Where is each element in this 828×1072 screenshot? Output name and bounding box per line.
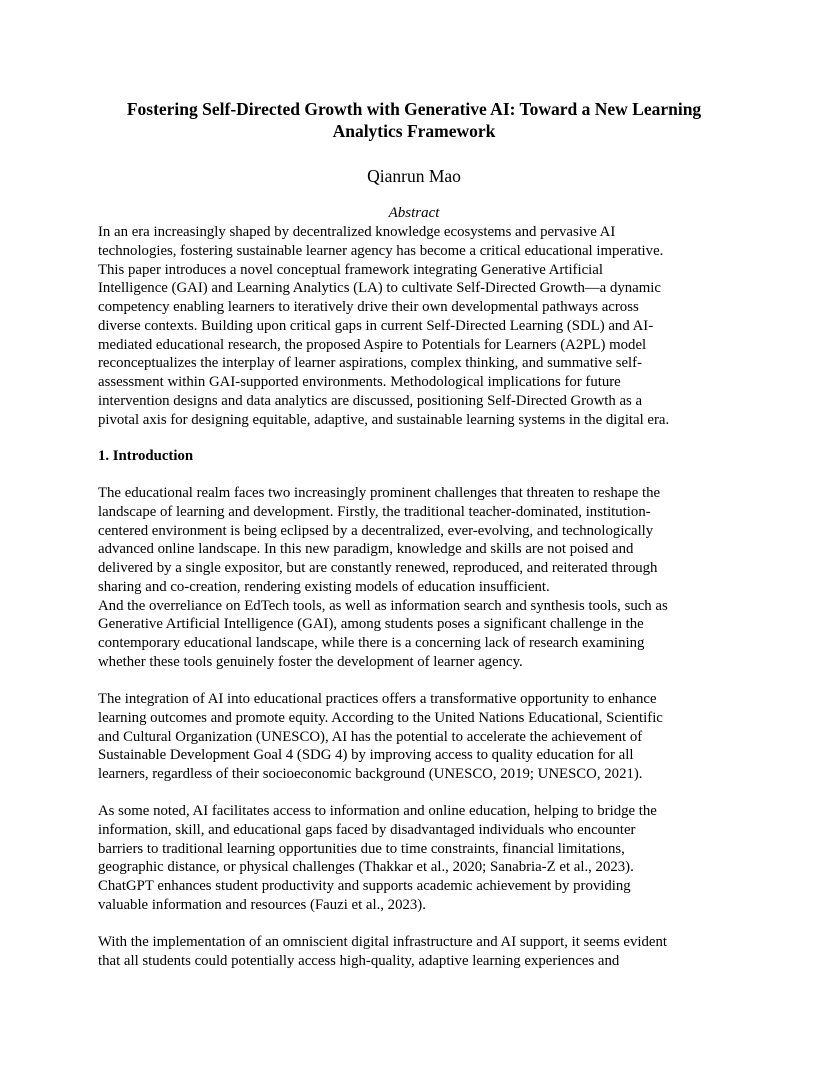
intro-paragraph-3: [98, 802, 738, 915]
text-line: that all students could potentially access high-quality, adaptive learning experiences and: [98, 952, 620, 969]
text-line: intervention designs and data analytics are discussed, positioning Self-Directed Growth as a: [98, 392, 643, 409]
text-line: As some noted, AI facilitates access to information and online education, helping to bridge the: [98, 803, 657, 819]
text-line: This paper introduces a novel conceptual framework integrating Generative Artificial: [98, 261, 603, 278]
text-line: In an era increasingly shaped by decentralized knowledge ecosystems and pervasive AI: [98, 224, 616, 240]
title-line: Analytics Framework: [332, 121, 496, 141]
text-line: Intelligence (GAI) and Learning Analytics (LA) to cultivate Self-Directed Growth—a dynamic: [98, 280, 661, 297]
text-line: reconceptualizes the interplay of learner aspirations, complex thinking, and summative self-: [98, 355, 643, 372]
text-line: learning outcomes and promote equity. According to the United Nations Educational, Scientific: [98, 709, 663, 726]
text-line: Sustainable Development Goal 4 (SDG 4) by improving access to quality education for all: [98, 747, 634, 764]
text-line: geographic distance, or physical challenges (Thakkar et al., 2020; Sanabria-Z et al., 2023).: [98, 859, 634, 876]
intro-paragraph-2: [98, 690, 738, 784]
text-line: information, skill, and educational gaps faced by disadvantaged individuals who encounter: [98, 821, 636, 838]
text-line: competency enabling learners to iteratively drive their own developmental pathways across: [98, 299, 639, 315]
text-line: landscape of learning and development. Firstly, the traditional teacher-dominated, institution-: [98, 503, 651, 520]
intro-paragraph-4: [98, 933, 738, 971]
text-line: With the implementation of an omniscient digital infrastructure and AI support, it seems evident: [98, 934, 667, 950]
text-line: diverse contexts. Building upon critical gaps in current Self-Directed Learning (SDL) and AI-: [98, 317, 654, 334]
title-line: Fostering Self-Directed Growth with Generative AI: Toward a New Learning: [126, 99, 702, 119]
text-line: sharing and co-creation, rendering existing models of education insufficient.: [98, 578, 550, 595]
text-line: learners, regardless of their socioeconomic background (UNESCO, 2019; UNESCO, 2021).: [98, 766, 643, 782]
author-name: Qianrun Mao: [367, 166, 461, 186]
text-line: The integration of AI into educational practices offers a transformative opportunity to enhance: [98, 691, 657, 707]
text-line: mediated educational research, the proposed Aspire to Potentials for Learners (A2PL) model: [98, 336, 647, 353]
text-line: whether these tools genuinely foster the development of learner agency.: [98, 653, 523, 670]
intro-paragraph-1: [98, 484, 738, 672]
text-line: delivered by a single expositor, but are constantly renewed, reproduced, and reiterated through: [98, 560, 658, 576]
abstract-paragraph: [98, 223, 738, 429]
text-line: contemporary educational landscape, while there is a concerning lack of research examining: [98, 635, 645, 651]
text-line: Generative Artificial Intelligence (GAI), among students poses a significant challenge in the: [98, 616, 644, 633]
section-heading-introduction: 1. Introduction: [98, 448, 194, 464]
text-line: and Cultural Organization (UNESCO), AI has the potential to accelerate the achievement of: [98, 728, 643, 745]
text-line: The educational realm faces two increasingly prominent challenges that threaten to reshape the: [98, 485, 661, 501]
text-line: pivotal axis for designing equitable, adaptive, and sustainable learning systems in the digital era.: [98, 411, 670, 428]
abstract-heading: Abstract: [388, 205, 440, 221]
text-line: assessment within GAI-supported environments. Methodological implications for future: [98, 374, 621, 390]
text-line: ChatGPT enhances student productivity and supports academic achievement by providing: [98, 878, 631, 894]
text-line: advanced online landscape. In this new paradigm, knowledge and skills are not poised and: [98, 541, 634, 558]
paper-title: [90, 98, 738, 142]
text-line: valuable information and resources (Fauzi et al., 2023).: [98, 896, 426, 913]
text-line: centered environment is being eclipsed by a decentralized, ever-evolving, and technologically: [98, 522, 654, 539]
text-line: technologies, fostering sustainable learner agency has become a critical educational imperative.: [98, 242, 664, 259]
text-line: And the overreliance on EdTech tools, as well as information search and synthesis tools, such as: [98, 597, 668, 614]
text-line: barriers to traditional learning opportunities due to time constraints, financial limitations,: [98, 840, 625, 857]
